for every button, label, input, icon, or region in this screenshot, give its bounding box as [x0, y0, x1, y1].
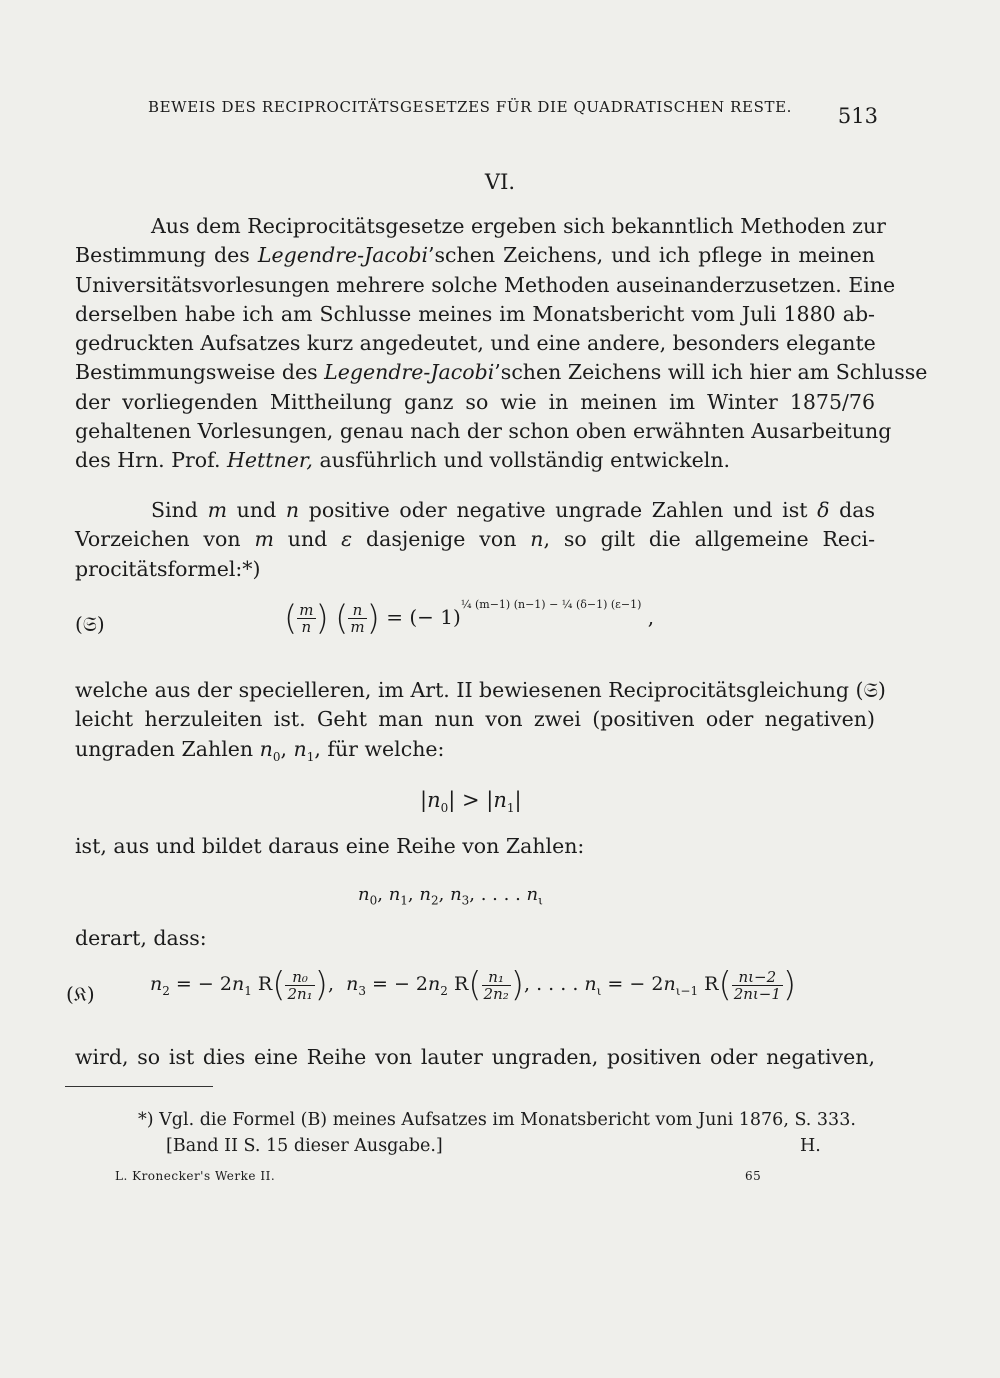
text-line	[75, 496, 875, 525]
text-run: Universitätsvorlesungen mehrere solche Methoden auseinanderzusetzen. Eine	[75, 272, 896, 297]
math-var: n	[346, 973, 359, 995]
math-var: n	[231, 973, 245, 995]
text-run: ungraden Zahlen	[75, 736, 260, 761]
text-run: das	[829, 498, 875, 522]
math-var: n	[530, 527, 544, 552]
text-line	[75, 271, 896, 300]
math-var: n	[419, 884, 431, 905]
math-operator: = − 2	[365, 973, 429, 995]
text-line	[75, 241, 875, 270]
footnote-rule	[65, 1086, 213, 1087]
text-run: , für welche:	[314, 736, 445, 761]
fraction	[732, 969, 783, 1002]
frac-denominator: 2nι−1	[733, 984, 781, 1003]
section-title: VI.	[484, 170, 516, 194]
text-run: ausführlich und vollständig entwickeln.	[312, 448, 731, 473]
text-run: des Hrn. Prof.	[75, 448, 228, 473]
text-line	[75, 555, 875, 584]
separator: ,	[377, 884, 389, 905]
frac-numerator: m	[299, 601, 314, 619]
text-run: und	[273, 527, 342, 552]
text-line	[75, 417, 892, 446]
frac-denominator: 2n₁	[287, 984, 313, 1003]
text-line: ist, aus und bildet daraus eine Reihe von Zahlen:	[75, 834, 585, 858]
math-var: n	[450, 884, 462, 905]
paren-open: (	[718, 965, 732, 1005]
math-var: n	[428, 973, 441, 995]
paren-close: )	[782, 965, 797, 1005]
text-line	[75, 212, 886, 241]
text-run: welche aus der specielleren, im Art. II bewiesenen Reciprocitätsgleichung (𝔖)	[75, 678, 886, 702]
text-line	[75, 388, 875, 417]
italic-name: Legendre-Jacobi	[324, 360, 495, 385]
equation-tag-r: (𝔎)	[66, 982, 95, 1006]
math-subscript: 2	[162, 983, 170, 998]
text-run: positive oder negative ungrade Zahlen und ist	[299, 498, 818, 522]
recursion-formula	[150, 965, 797, 1005]
legendre-symbol	[297, 602, 315, 635]
math-subscript: 0	[369, 893, 378, 908]
text-run: Vorzeichen von	[75, 527, 255, 552]
text-run: Bestimmungsweise des	[75, 360, 325, 385]
text-run: Sind	[151, 498, 208, 522]
text-run: der vorliegenden Mittheilung ganz so wie in meinen im Winter 1875/76	[75, 389, 875, 414]
math-subscript: 1	[306, 749, 315, 764]
paren-close: )	[366, 598, 380, 639]
footer-left: L. Kronecker's Werke II.	[115, 1169, 276, 1183]
text-run: leicht herzuleiten ist. Geht man nun von zwei (positiven oder negativen)	[75, 707, 875, 732]
math-subscript: 3	[358, 983, 366, 998]
math-subscript: 0	[272, 749, 281, 764]
separator: ,	[407, 884, 420, 905]
frac-denominator: 2n₂	[483, 984, 509, 1003]
math-var: n	[259, 736, 273, 761]
math-var: m	[207, 498, 228, 522]
math-var: n	[663, 973, 676, 995]
footnote-line: *) Vgl. die Formel (B) meines Aufsatzes im Monatsbericht vom Juni 1876, S. 333.	[138, 1110, 856, 1130]
reciprocity-formula	[284, 598, 655, 639]
paren-open: (	[284, 598, 298, 639]
text-line	[75, 446, 875, 475]
separator: ,	[327, 973, 334, 995]
footnote-line: [Band II S. 15 dieser Ausgabe.]	[166, 1136, 443, 1156]
math-var: n	[358, 884, 370, 905]
math-operator: = − 2	[601, 973, 664, 995]
math-var: n	[526, 884, 539, 905]
math-operator: >	[455, 788, 487, 812]
running-head: BEWEIS DES RECIPROCITÄTSGESETZES FÜR DIE QUADRATISCHEN RESTE.	[148, 98, 792, 116]
paren-close: )	[510, 965, 525, 1005]
formula-comma: ,	[647, 605, 655, 629]
paren-close: )	[314, 965, 328, 1005]
math-var: n	[285, 498, 300, 522]
math-subscript: 3	[461, 893, 470, 908]
formula-exponent: ¼ (m−1) (n−1) − ¼ (δ−1) (ε−1)	[460, 598, 642, 611]
math-var: n	[293, 736, 307, 761]
text-line	[75, 735, 875, 772]
text-run: procitätsformel:*)	[75, 556, 261, 581]
text-line: derart, dass:	[75, 926, 207, 950]
text-run: ,	[280, 736, 294, 761]
math-var: n	[584, 973, 597, 995]
frac-numerator: n₁	[482, 969, 511, 986]
paren-close: )	[315, 598, 329, 639]
frac-numerator: n₀	[285, 969, 314, 986]
residue-symbol: R	[698, 973, 719, 995]
page-header	[148, 98, 888, 128]
text-run: , so gilt die allgemeine Reci-	[543, 527, 876, 552]
text-line	[75, 329, 875, 358]
text-run: derselben habe ich am Schlusse meines im Monatsbericht vom Juli 1880 ab-	[75, 301, 875, 326]
paren-open: (	[335, 598, 349, 639]
text-run: und	[227, 498, 286, 522]
math-var: n	[427, 788, 441, 812]
ellipsis: , . . . .	[524, 973, 585, 995]
math-subscript: ι	[596, 983, 602, 998]
paragraph-definitions	[75, 496, 875, 584]
text-run: Bestimmung des	[75, 243, 258, 268]
text-line	[75, 676, 886, 705]
equation-tag-s: (𝔖)	[75, 612, 105, 636]
paragraph-derart	[75, 924, 875, 953]
math-subscript: ι	[538, 893, 543, 908]
math-subscript: 1	[244, 983, 252, 998]
residue-symbol: R	[251, 973, 273, 995]
frac-denominator: m	[350, 618, 365, 636]
frac-numerator: n	[348, 602, 366, 619]
math-subscript: 0	[440, 801, 449, 816]
legendre-symbol	[348, 602, 366, 635]
text-run: Aus dem Reciprocitätsgesetze ergeben sich bekanntlich Methoden zur	[151, 214, 886, 238]
italic-name: Hettner,	[227, 448, 313, 473]
inequality: $|n_0| > |n_1|$	[420, 788, 522, 816]
math-subscript: ι−1	[675, 983, 699, 998]
math-var: n	[150, 973, 163, 995]
page-number: 513	[837, 104, 878, 128]
text-run: ’schen Zeichens, und ich pflege in meinen	[428, 243, 875, 268]
italic-name: Legendre-Jacobi	[257, 243, 429, 268]
text-line	[75, 358, 928, 387]
residue-symbol: R	[447, 973, 469, 995]
text-run: gedruckten Aufsatzes kurz angedeutet, und eine andere, besonders elegante	[75, 331, 876, 356]
math-subscript: 2	[440, 983, 448, 998]
paragraph-continuation	[75, 1043, 875, 1072]
paren-open: (	[468, 965, 482, 1005]
separator: ,	[438, 884, 451, 905]
footer-sheet-number: 65	[745, 1169, 762, 1183]
text-run: gehaltenen Vorlesungen, genau nach der schon oben erwähnten Ausarbeitung	[75, 419, 892, 444]
text-line	[75, 525, 875, 554]
text-line	[75, 300, 875, 329]
footnote-signature: H.	[800, 1136, 821, 1156]
paragraph-sequence-intro	[75, 832, 875, 861]
text-line: wird, so ist dies eine Reihe von lauter ungraden, positiven oder negativen,	[75, 1045, 875, 1069]
math-subscript: 1	[506, 801, 515, 816]
math-operator: = − 2	[169, 973, 232, 995]
formula-rhs: = (− 1)	[386, 605, 461, 629]
paragraph-derivation	[75, 676, 886, 772]
fraction	[482, 969, 511, 1002]
paren-open: (	[272, 965, 286, 1005]
math-subscript: 1	[400, 893, 408, 908]
math-var: δ	[817, 498, 830, 522]
sequence	[358, 884, 543, 908]
math-subscript: 2	[430, 893, 439, 908]
fraction	[285, 969, 314, 1002]
text-run: ’schen Zeichens will ich hier am Schlusse	[494, 360, 928, 385]
math-var: n	[493, 788, 507, 812]
math-var: ε	[341, 527, 353, 552]
math-var: n	[388, 884, 401, 905]
paragraph-methods	[75, 212, 928, 476]
frac-numerator: nι−2	[732, 969, 783, 986]
frac-denominator: n	[301, 618, 312, 636]
math-var: m	[254, 527, 274, 552]
text-line	[75, 705, 875, 734]
text-run: dasjenige von	[352, 527, 531, 552]
ellipsis: , . . . .	[469, 884, 527, 905]
